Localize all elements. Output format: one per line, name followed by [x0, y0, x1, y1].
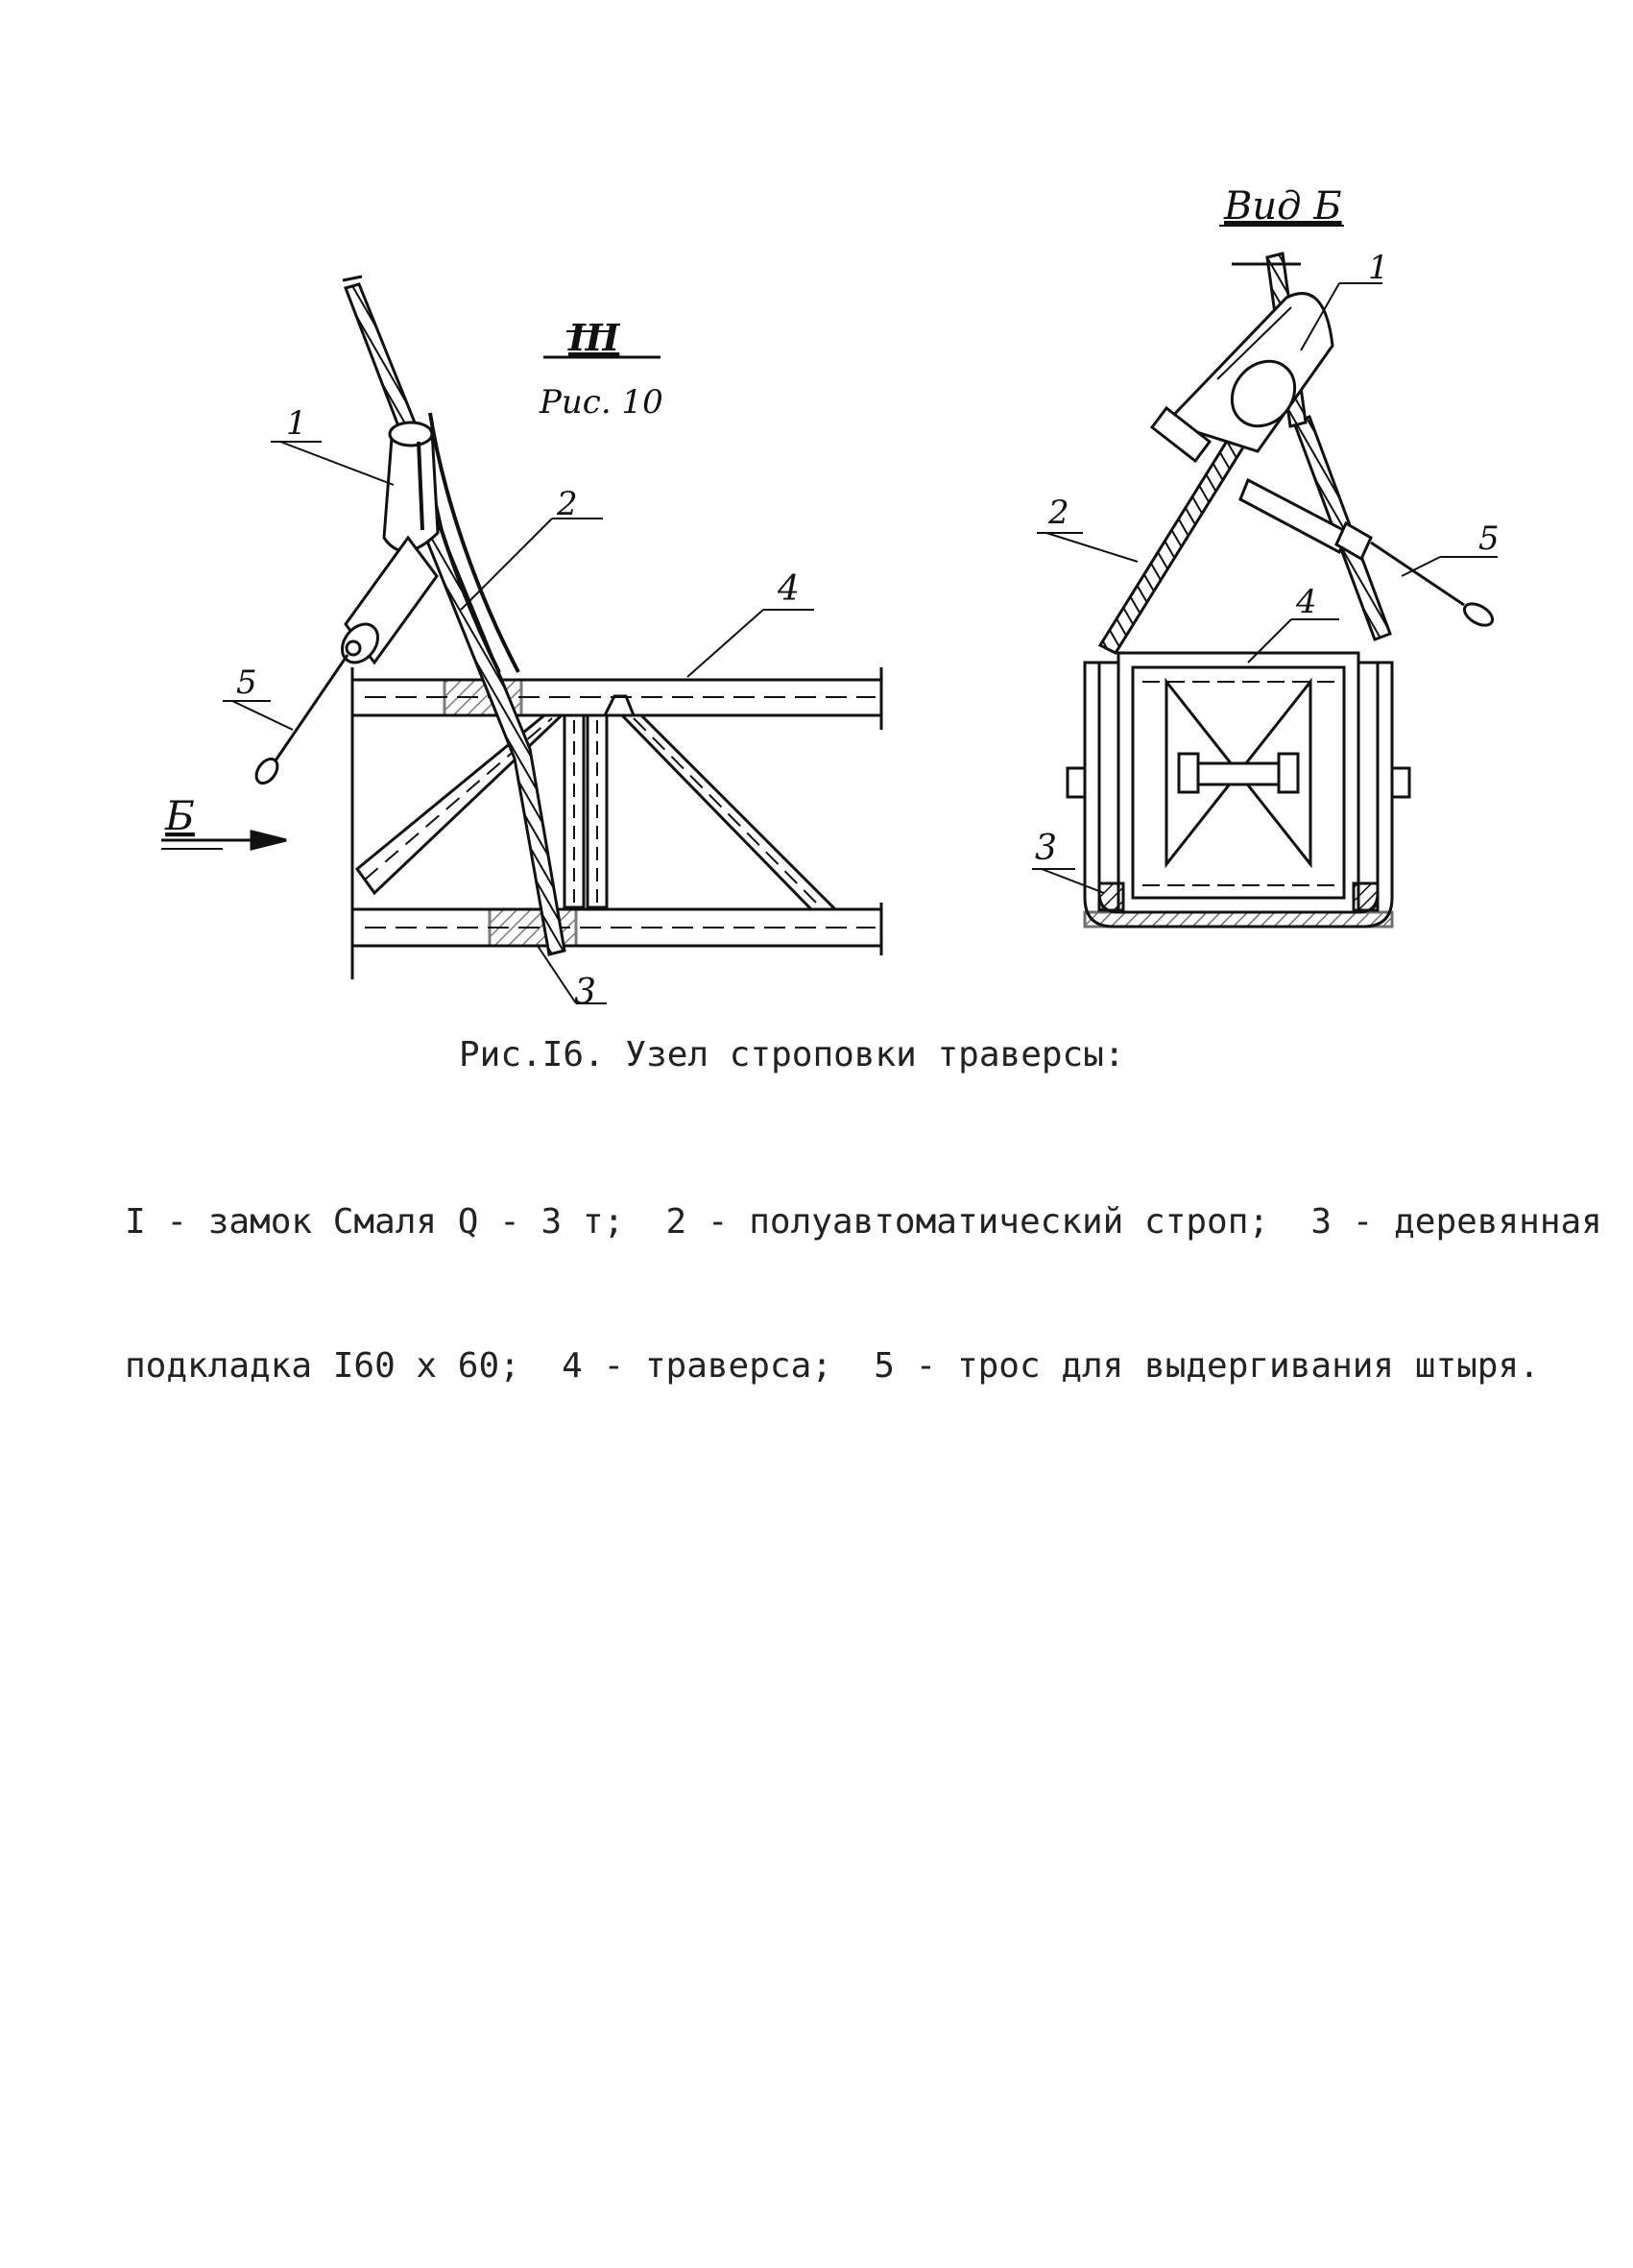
- callout-3-right: 3: [1035, 829, 1057, 868]
- figure-caption: Рис.I6. Узел строповки траверсы:: [459, 1035, 1125, 1074]
- pull-cable-right: [1371, 543, 1496, 630]
- pull-cable: [252, 655, 348, 787]
- callout-5-right: 5: [1478, 519, 1500, 558]
- traverse-braces: [357, 696, 835, 909]
- figure-legend: [125, 1102, 1602, 1438]
- left-view: [161, 277, 881, 1003]
- lock-pin-right: [1240, 480, 1371, 559]
- sling-legs: [1100, 253, 1390, 653]
- view-b-title: Вид Б: [1224, 184, 1342, 229]
- callout-5: 5: [236, 664, 257, 702]
- callout-2: 2: [557, 485, 578, 523]
- direction-label: Б: [165, 792, 195, 839]
- right-view: [1032, 226, 1498, 927]
- callout-1-right: 1: [1368, 249, 1389, 287]
- callout-2-right: 2: [1048, 494, 1069, 532]
- legend-line-1: I - замок Смаля Q - 3 т; 2 - полуавтоматический строп; 3 - деревянная: [125, 1202, 1602, 1242]
- callout-1: 1: [286, 404, 307, 443]
- callout-3: 3: [574, 973, 596, 1012]
- section-mark: III: [568, 316, 620, 359]
- traverse-upper-chord: [352, 667, 881, 730]
- traverse-section: [1118, 653, 1358, 912]
- section-reference: Рис. 10: [540, 383, 663, 422]
- callout-4: 4: [778, 569, 800, 609]
- callout-4-right: 4: [1296, 583, 1317, 621]
- smal-lock: [384, 422, 438, 551]
- legend-line-2: подкладка I60 х 60; 4 - траверса; 5 - трос для выдергивания штыря.: [125, 1346, 1540, 1386]
- lock-pin: [335, 538, 437, 669]
